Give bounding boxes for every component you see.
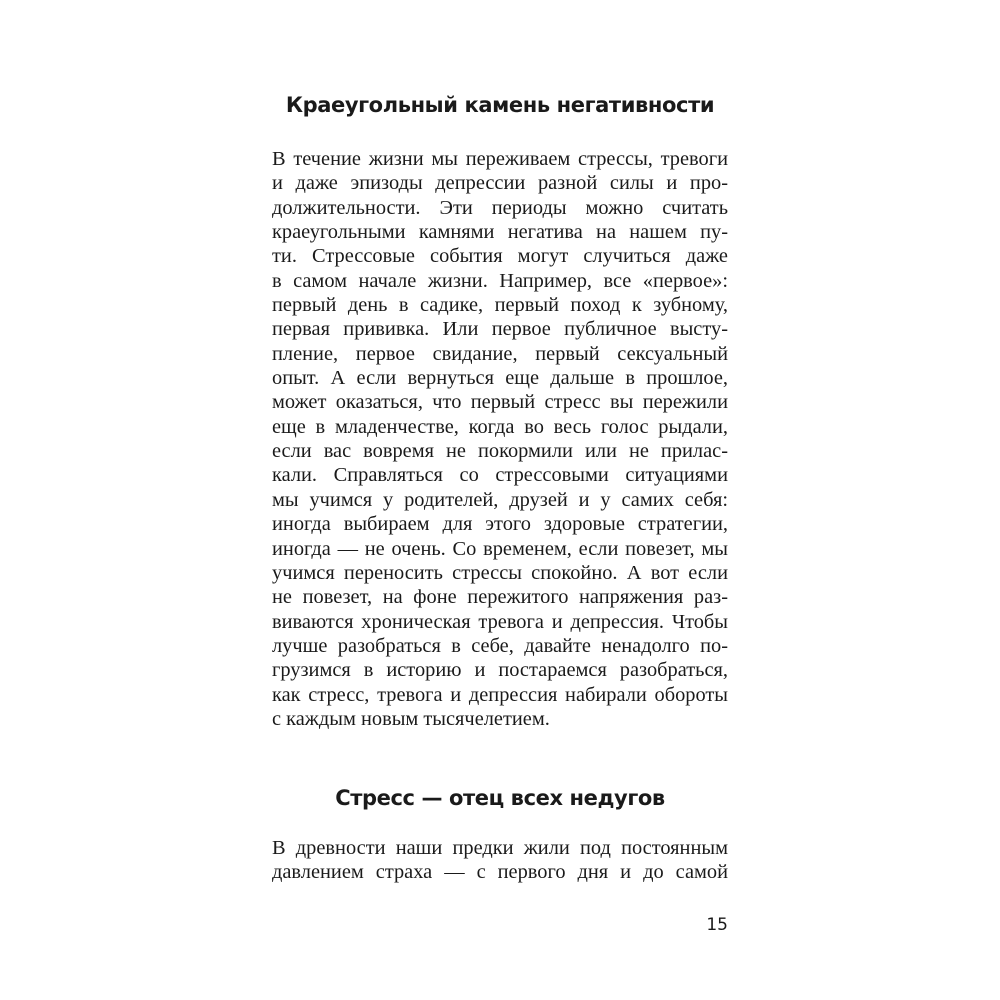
text-line: не повезет, на фоне пережитого напряжения раз- — [272, 586, 728, 609]
text-line: в самом начале жизни. Например, все «первое»: — [272, 269, 728, 292]
text-line: краеугольными камнями негатива на нашем пу- — [272, 221, 728, 244]
text-line: может оказаться, что первый стресс вы пережили — [272, 391, 728, 414]
text-line: первая прививка. Или первое публичное высту- — [272, 318, 728, 341]
text-line: если вас вовремя не покормили или не прилас- — [272, 440, 728, 463]
section-heading-stress: Стресс — отец всех недугов — [335, 786, 665, 810]
text-line: давлением страха — с первого дня и до самой — [272, 861, 728, 884]
text-line: В течение жизни мы переживаем стрессы, тревоги — [272, 148, 728, 170]
text-line: пление, первое свидание, первый сексуальный — [272, 342, 728, 365]
text-line: В древности наши предки жили под постоянным — [272, 837, 728, 859]
text-line: грузимся в историю и постараемся разобраться, — [272, 659, 728, 682]
text-line: иногда — не очень. Со временем, если повезет, мы — [272, 537, 728, 560]
page-number: 15 — [706, 915, 728, 935]
text-line: мы учимся у родителей, друзей и у самих себя: — [272, 488, 728, 511]
text-line: виваются хроническая тревога и депрессия. Чтобы — [272, 610, 728, 633]
text-line: ти. Стрессовые события могут случиться даже — [272, 245, 728, 268]
text-line: иногда выбираем для этого здоровые стратегии, — [272, 513, 728, 536]
text-line: как стресс, тревога и депрессия набирали обороты — [272, 683, 728, 706]
section-heading-cornerstone: Краеугольный камень негативности — [285, 93, 715, 117]
paragraph-cornerstone — [272, 147, 728, 731]
text-line: кали. Справляться со стрессовыми ситуациями — [272, 464, 728, 487]
text-line: еще в младенчестве, когда во весь голос рыдали, — [272, 415, 728, 438]
text-line: опыт. А если вернуться еще дальше в прошлое, — [272, 367, 728, 390]
text-line: первый день в садике, первый поход к зубному, — [272, 294, 728, 317]
text-line: лучше разобраться в себе, давайте ненадолго по- — [272, 634, 728, 657]
text-line: с каждым новым тысячелетием. — [272, 707, 550, 730]
text-line: учимся переносить стрессы спокойно. А вот если — [272, 561, 728, 584]
text-line: и даже эпизоды депрессии разной силы и про- — [272, 172, 728, 195]
paragraph-stress — [272, 836, 728, 885]
text-line: должительности. Эти периоды можно считать — [272, 196, 728, 219]
